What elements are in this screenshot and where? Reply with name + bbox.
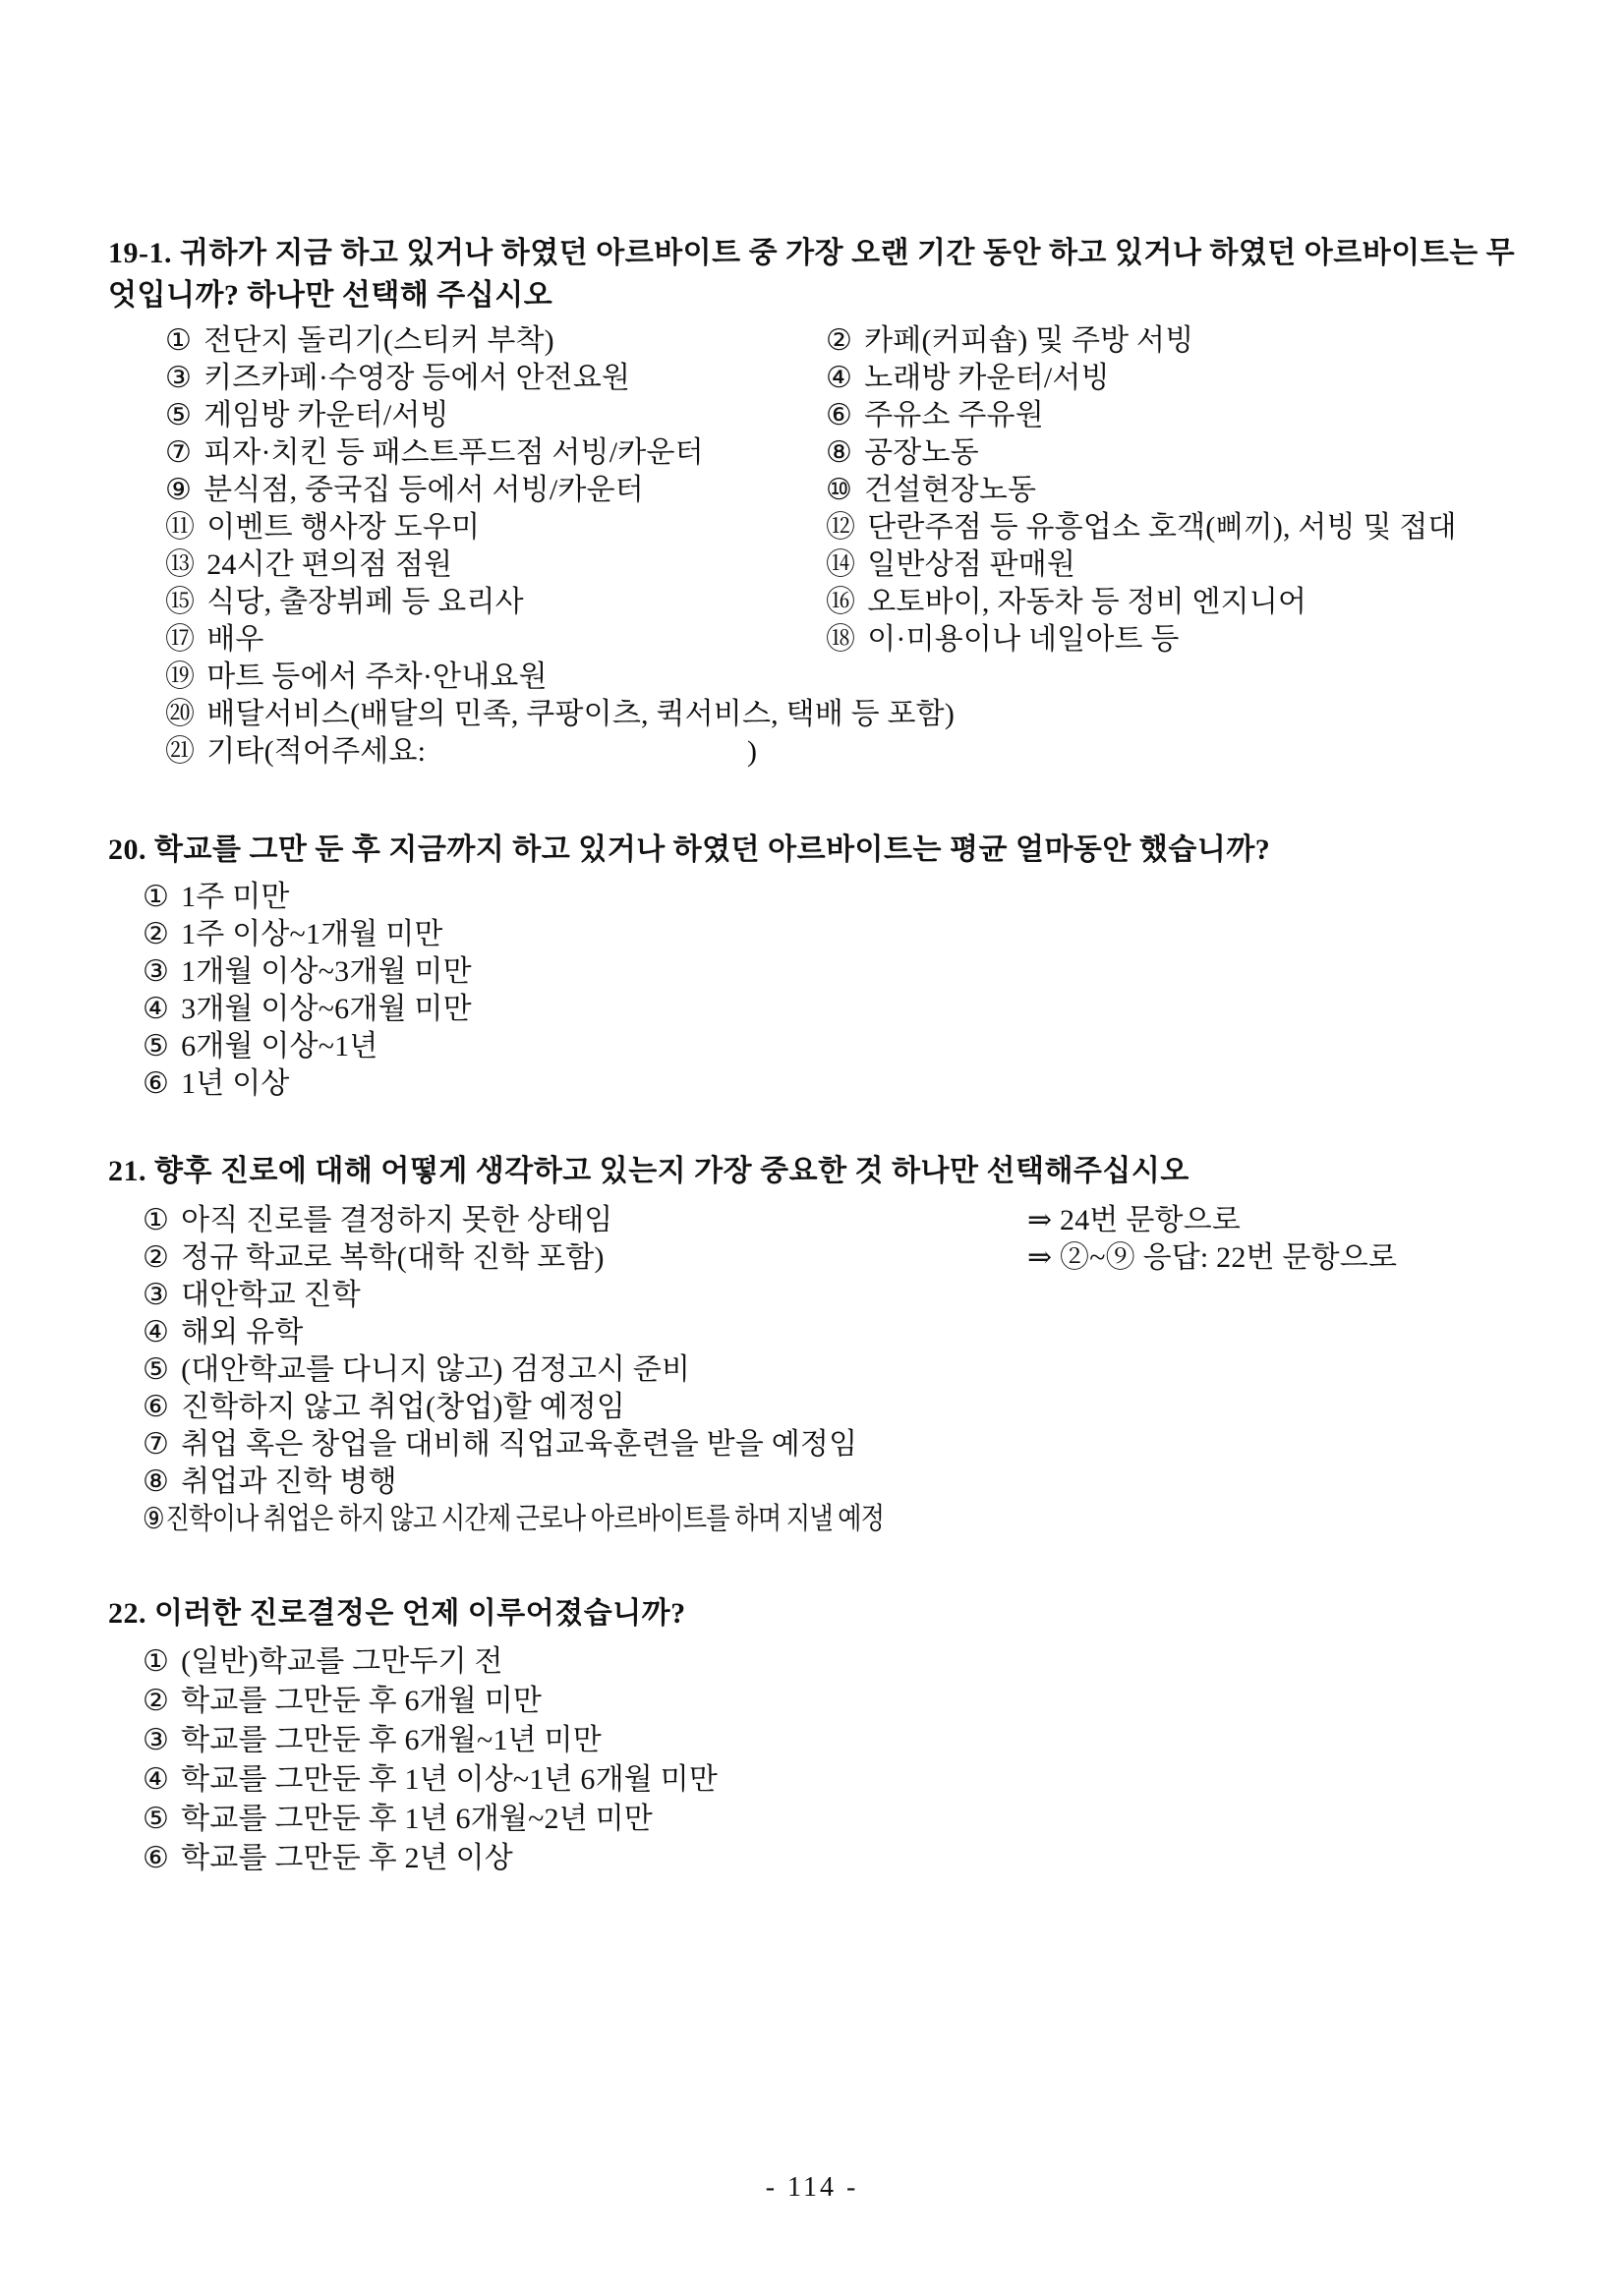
option-item <box>165 696 956 733</box>
option-number: ⑮ <box>165 586 196 618</box>
skip-instruction-note: ⇒ ②~⑨ 응답: 22번 문항으로 <box>1027 1241 1398 1274</box>
option-label: 분식점, 중국집 등에서 서빙/카운터 <box>203 474 644 506</box>
option-number: ③ <box>143 1724 170 1756</box>
option-number: ④ <box>143 1763 170 1796</box>
option-item <box>143 1389 1526 1426</box>
option-item <box>826 322 1526 360</box>
option-label: 아직 진로를 결정하지 못한 상태임 <box>181 1204 613 1236</box>
question-19-1-options <box>108 322 1526 771</box>
option-item <box>143 1239 1526 1277</box>
option-number: ① <box>143 1645 170 1678</box>
option-item <box>826 546 1526 584</box>
option-item <box>826 360 1526 397</box>
option-number: ⑲ <box>165 660 196 693</box>
option-item <box>143 916 1526 953</box>
option-label: (일반)학교를 그만두기 전 <box>181 1645 503 1678</box>
option-item <box>143 1721 1526 1760</box>
option-item <box>826 397 1526 434</box>
option-number: ④ <box>826 362 853 394</box>
option-label: 배우 <box>206 623 264 656</box>
option-item <box>143 1277 1526 1314</box>
option-number: ⑦ <box>165 436 193 469</box>
option-label: 식당, 출장뷔페 등 요리사 <box>206 586 524 618</box>
option-number: ⑦ <box>143 1428 170 1461</box>
question-20-section <box>108 829 1526 1103</box>
option-number: ⑧ <box>826 436 853 469</box>
option-item <box>165 397 826 434</box>
option-label: 단란주점 등 유흥업소 호객(삐끼), 서빙 및 접대 <box>867 511 1457 544</box>
option-item <box>165 733 826 771</box>
option-label: (대안학교를 다니지 않고) 검정고시 준비 <box>181 1353 691 1386</box>
option-number: ⑩ <box>826 474 853 506</box>
option-item <box>165 659 826 696</box>
option-item <box>826 584 1526 621</box>
option-number: ② <box>826 324 853 357</box>
option-item <box>143 1760 1526 1800</box>
option-item <box>165 509 826 546</box>
option-label: 학교를 그만둔 후 6개월 미만 <box>181 1685 543 1717</box>
option-label: 취업과 진학 병행 <box>181 1465 397 1498</box>
option-item <box>143 1501 1305 1538</box>
option-number: ⑬ <box>165 548 196 581</box>
option-item <box>143 1065 1526 1103</box>
option-number: ⑤ <box>143 1803 170 1835</box>
option-label: 진학하지 않고 취업(창업)할 예정임 <box>181 1391 626 1423</box>
option-item <box>826 472 1526 509</box>
option-item <box>165 322 826 360</box>
option-number: ② <box>143 1241 170 1274</box>
option-number: ⑪ <box>165 511 196 544</box>
option-number: ① <box>143 881 170 913</box>
option-label: 1주 이상~1개월 미만 <box>181 918 443 950</box>
option-item <box>143 1642 1526 1682</box>
write-in-close-paren: ) <box>747 735 758 768</box>
question-19-1-section <box>108 232 1526 771</box>
option-label: 카페(커피숍) 및 주방 서빙 <box>864 324 1194 357</box>
option-label: 건설현장노동 <box>864 474 1037 506</box>
option-label: 대안학교 진학 <box>181 1279 361 1311</box>
option-label: 이·미용이나 네일아트 등 <box>867 623 1180 656</box>
option-number: ⑥ <box>826 399 853 431</box>
option-label: 공장노동 <box>864 436 979 469</box>
option-item <box>826 434 1526 472</box>
option-label: 배달서비스(배달의 민족, 쿠팡이츠, 퀵서비스, 택배 등 포함) <box>206 698 956 730</box>
option-number: ⑤ <box>165 399 193 431</box>
option-label: 이벤트 행사장 도우미 <box>206 511 481 544</box>
option-number: ⑫ <box>826 511 856 544</box>
option-item <box>143 953 1526 991</box>
option-number: ③ <box>143 955 170 988</box>
page-number: - 114 - <box>765 2172 859 2203</box>
option-item <box>143 1202 1526 1239</box>
option-item <box>143 1800 1526 1839</box>
option-label: 피자·치킨 등 패스트푸드점 서빙/카운터 <box>203 436 704 469</box>
option-number: ㉑ <box>165 735 196 768</box>
option-label: 키즈카페·수영장 등에서 안전요원 <box>203 362 631 394</box>
option-number: ④ <box>143 1316 170 1349</box>
option-number: ② <box>143 1685 170 1717</box>
question-20-title: 20. 학교를 그만 둔 후 지금까지 하고 있거나 하였던 아르바이트는 평균 얼마동안 했습니까? <box>108 833 1271 866</box>
question-21-title: 21. 향후 진로에 대해 어떻게 생각하고 있는지 가장 중요한 것 하나만 선택해주십시오 <box>108 1155 1189 1187</box>
option-number: ③ <box>143 1279 170 1311</box>
option-label: 1년 이상 <box>181 1067 290 1100</box>
option-label: 학교를 그만둔 후 6개월~1년 미만 <box>181 1724 602 1756</box>
option-number: ① <box>143 1204 170 1236</box>
option-label: 정규 학교로 복학(대학 진학 포함) <box>181 1241 605 1274</box>
option-label: 노래방 카운터/서빙 <box>864 362 1110 394</box>
option-number: ⑱ <box>826 623 856 656</box>
skip-instruction-note: ⇒ 24번 문항으로 <box>1027 1204 1242 1236</box>
option-number: ⑤ <box>143 1353 170 1386</box>
option-number: ⑳ <box>165 698 196 730</box>
option-label: 주유소 주유원 <box>864 399 1044 431</box>
option-number: ④ <box>143 993 170 1025</box>
option-item <box>165 546 826 584</box>
option-item <box>165 621 826 659</box>
question-19-1-title: 19-1. 귀하가 지금 하고 있거나 하였던 아르바이트 중 가장 오랜 기간 동안 하고 있거나 하였던 아르바이트는 무엇입니까? 하나만 선택해 주십시오 <box>108 237 1516 312</box>
option-item <box>826 621 1526 659</box>
option-number: ② <box>143 918 170 950</box>
option-number: ⑥ <box>143 1842 170 1874</box>
question-22-section <box>108 1592 1526 1878</box>
option-label: 전단지 돌리기(스티커 부착) <box>203 324 554 357</box>
option-label: 오토바이, 자동차 등 정비 엔지니어 <box>867 586 1307 618</box>
option-label: 24시간 편의점 점원 <box>206 548 453 581</box>
option-label: 마트 등에서 주차·안내요원 <box>206 660 548 693</box>
option-item <box>826 509 1526 546</box>
option-label: 학교를 그만둔 후 2년 이상 <box>181 1842 513 1874</box>
option-item <box>165 472 826 509</box>
option-item <box>143 879 1526 916</box>
option-item <box>165 360 826 397</box>
option-item <box>143 1028 1526 1065</box>
option-number: ⑭ <box>826 548 856 581</box>
option-label: 1주 미만 <box>181 881 290 913</box>
option-label: 학교를 그만둔 후 1년 6개월~2년 미만 <box>181 1803 653 1835</box>
option-label: 6개월 이상~1년 <box>181 1030 378 1062</box>
option-number: ⑥ <box>143 1391 170 1423</box>
option-item <box>165 434 826 472</box>
option-number: ⑰ <box>165 623 196 656</box>
option-label: 기타(적어주세요: <box>206 735 427 768</box>
option-item <box>165 584 826 621</box>
option-number: ⑨ <box>165 474 193 506</box>
option-label: 게임방 카운터/서빙 <box>203 399 449 431</box>
question-20-options <box>143 879 1526 1103</box>
option-item <box>143 1682 1526 1721</box>
option-item <box>143 1426 1526 1464</box>
option-label: 해외 유학 <box>181 1316 304 1349</box>
option-number: ⑨ <box>143 1503 164 1535</box>
option-item <box>143 991 1526 1028</box>
option-number: ⑧ <box>143 1465 170 1498</box>
question-21-section <box>108 1150 1526 1538</box>
option-label: 1개월 이상~3개월 미만 <box>181 955 472 988</box>
option-item <box>143 1464 1526 1501</box>
option-item <box>143 1314 1526 1351</box>
option-number: ① <box>165 324 193 357</box>
option-number: ⑤ <box>143 1030 170 1062</box>
option-label: 학교를 그만둔 후 1년 이상~1년 6개월 미만 <box>181 1763 719 1796</box>
option-label: 3개월 이상~6개월 미만 <box>181 993 472 1025</box>
option-item <box>143 1351 1526 1389</box>
question-22-options <box>143 1642 1526 1878</box>
question-22-title: 22. 이러한 진로결정은 언제 이루어졌습니까? <box>108 1597 686 1630</box>
option-item <box>143 1839 1526 1878</box>
option-number: ⑯ <box>826 586 856 618</box>
option-number: ③ <box>165 362 193 394</box>
option-label: 일반상점 판매원 <box>867 548 1076 581</box>
option-number: ⑥ <box>143 1067 170 1100</box>
question-21-options <box>143 1202 1526 1538</box>
option-label: 진학이나 취업은 하지 않고 시간제 근로나 아르바이트를 하며 지낼 예정 <box>165 1503 885 1535</box>
option-label: 취업 혹은 창업을 대비해 직업교육훈련을 받을 예정임 <box>181 1428 858 1461</box>
